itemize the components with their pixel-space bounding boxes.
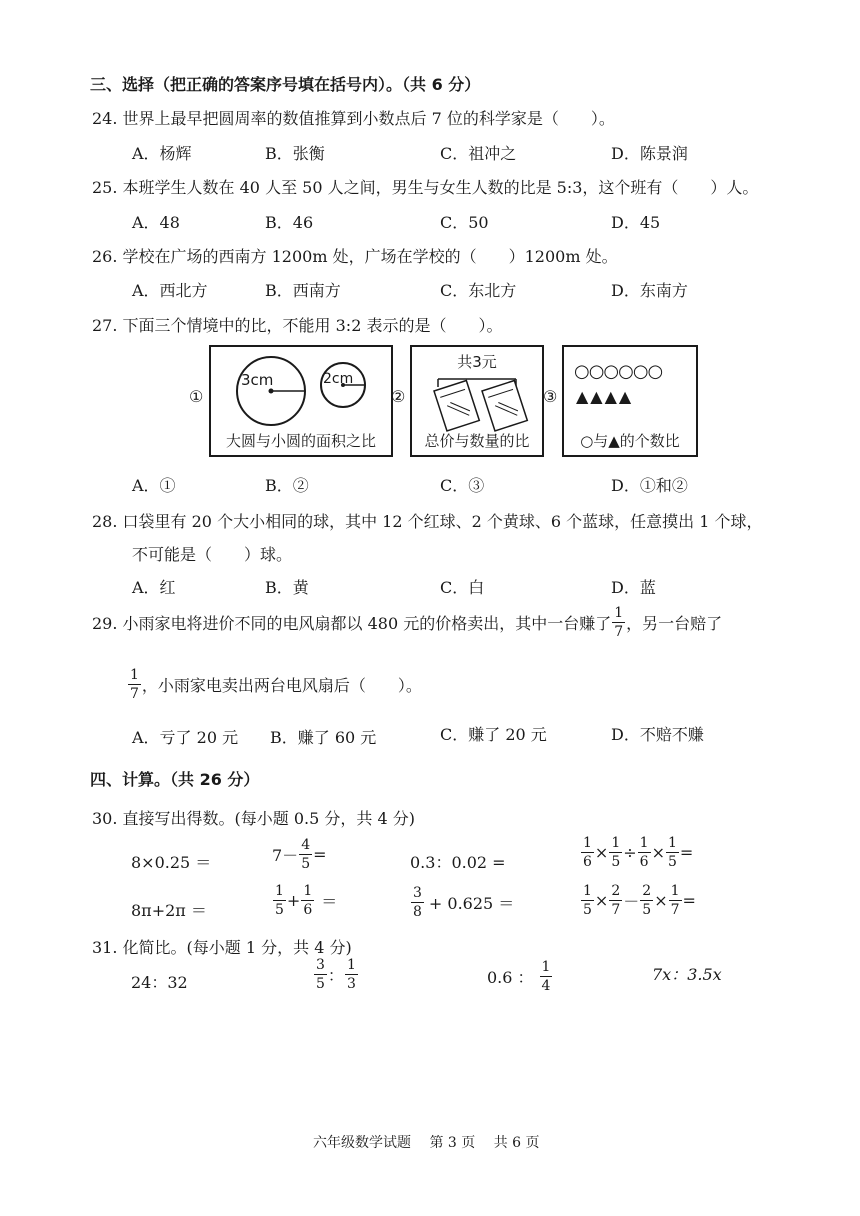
option-25-a: A．48 <box>132 213 180 232</box>
option-26-d: D．东南方 <box>611 281 688 300</box>
option-25-c: C．50 <box>440 213 489 232</box>
option-29-d: D．不赔不赚 <box>611 725 704 744</box>
notebook-2 <box>482 380 527 430</box>
notebook-1 <box>434 380 479 430</box>
option-28-c: C．白 <box>440 578 485 597</box>
option-24-c: C．祖冲之 <box>440 144 517 163</box>
box2-caption: 总价与数量的比 <box>424 432 530 450</box>
option-28-d: D．蓝 <box>611 578 656 597</box>
question-27: 27. 下面三个情境中的比，不能用 3:2 表示的是（ ）。 <box>92 316 503 335</box>
option-26-a: A．西北方 <box>132 281 208 300</box>
option-27-c: C．③ <box>440 476 485 495</box>
figure-box-notebooks <box>410 345 544 457</box>
section-3-title: 三、选择（把正确的答案序号填在括号内）。（共 6 分） <box>90 75 481 94</box>
option-29-b: B．赚了 60 元 <box>270 728 377 747</box>
question-28: 28. 口袋里有 20 个大小相同的球，其中 12 个红球、2 个黄球、6 个蓝球，任意摸出 1 个球， <box>92 512 763 531</box>
ratio-31-d: 7x：3.5x <box>652 965 722 984</box>
option-26-b: B．西南方 <box>265 281 341 300</box>
question-30: 30. 直接写出得数。(每小题 0.5 分，共 4 分) <box>92 809 415 828</box>
calc-30-a: 8×0.25 ＝ <box>131 853 212 872</box>
ratio-31-b: $\frac{3}{5}$ ： $\frac{1}{3}$ <box>316 957 356 992</box>
option-25-b: B．46 <box>265 213 314 232</box>
calc-30-c: 0.3：0.02 = <box>410 853 506 872</box>
option-27-b: B．② <box>265 476 309 495</box>
question-29 <box>92 606 722 639</box>
option-24-b: B．张衡 <box>265 144 325 163</box>
box1-caption: 大圆与小圆的面积之比 <box>225 432 376 450</box>
page-footer: 六年级数学试题 第 3 页 共 6 页 <box>313 1135 540 1151</box>
fraction-1-7: $\frac{1}{7}$ <box>614 605 624 640</box>
question-29-text-b: ，另一台赔了 <box>626 614 723 633</box>
option-29-c: C．赚了 20 元 <box>440 725 547 744</box>
marker-3: ③ <box>543 387 558 406</box>
calc-30-e: 8π+2π ＝ <box>131 901 207 920</box>
question-28-line2: 不可能是（ ）球。 <box>132 545 293 564</box>
option-27-d: D．①和② <box>611 476 688 495</box>
calc-30-f: $\frac{1}{5}$ + $\frac{1}{6}$ ＝ <box>275 883 338 918</box>
calc-30-h: $\frac{1}{5}$ × $\frac{2}{7}$ － $\frac{2}{5}$ × $\frac{1}{7}$ = <box>583 883 696 918</box>
section-4-title: 四、计算。（共 26 分） <box>90 770 260 789</box>
option-24-d: D．陈景润 <box>611 144 688 163</box>
question-29-line2 <box>127 668 422 701</box>
calc-30-b: 7－ $\frac{4}{5}$ = <box>272 837 327 872</box>
option-24-a: A．杨辉 <box>132 144 192 163</box>
small-radius-label: 2cm <box>323 371 354 387</box>
question-29-text: 29. 小雨家电将进价不同的电风扇都以 480 元的价格卖出，其中一台赚了 <box>92 614 612 633</box>
option-29-a: A．亏了 20 元 <box>132 728 239 747</box>
big-center <box>269 389 274 394</box>
question-26: 26. 学校在广场的西南方 1200m 处，广场在学校的（ ）1200m 处。 <box>92 247 618 266</box>
marker-2: ② <box>391 387 406 406</box>
option-25-d: D．45 <box>611 213 661 232</box>
ratio-31-a: 24：32 <box>131 973 188 992</box>
option-26-c: C．东北方 <box>440 281 517 300</box>
figure-box-shapes <box>562 345 698 457</box>
calc-30-d: $\frac{1}{6}$ × $\frac{1}{5}$ ÷ $\frac{1}{6}$ × $\frac{1}{5}$ = <box>583 835 694 870</box>
question-29-text2: ，小雨家电卖出两台电风扇后（ ）。 <box>141 676 422 695</box>
ratio-31-c: 0.6 ： $\frac{1}{4}$ <box>487 959 551 994</box>
box3-caption: ○与▲的个数比 <box>580 432 680 450</box>
fraction-1-7-b: $\frac{1}{7}$ <box>130 667 139 702</box>
option-28-b: B．黄 <box>265 578 309 597</box>
option-27-a: A．① <box>132 476 176 495</box>
circles-row: ○○○○○○ <box>574 361 663 382</box>
question-25: 25. 本班学生人数在 40 人至 50 人之间，男生与女生人数的比是 5:3，这个班有（ ）人。 <box>92 178 759 197</box>
question-31: 31. 化简比。(每小题 1 分，共 4 分) <box>92 938 352 957</box>
option-28-a: A．红 <box>132 578 176 597</box>
question-24: 24. 世界上最早把圆周率的数值推算到小数点后 7 位的科学家是（ ）。 <box>92 109 615 128</box>
box2-top-label: 共3元 <box>457 353 497 371</box>
figure-box-circles <box>209 345 393 457</box>
triangles-row: ▲▲▲▲ <box>576 387 634 406</box>
big-radius-label: 3cm <box>241 371 274 389</box>
calc-30-g: $\frac{3}{8}$ + 0.625 ＝ <box>413 885 515 920</box>
marker-1: ① <box>189 387 204 406</box>
